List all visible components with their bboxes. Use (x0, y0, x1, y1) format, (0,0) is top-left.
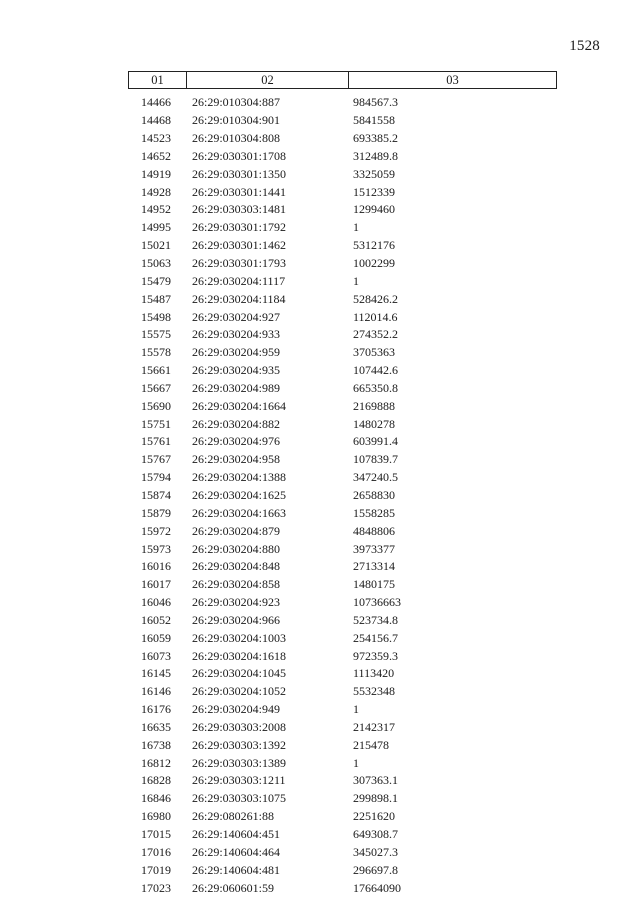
table-cell-number: 16738 (141, 737, 171, 752)
table-cell-number: 16073 (141, 648, 171, 663)
table-cell-cadastral-id: 26:29:030204:1117 (192, 273, 286, 288)
page-number: 1528 (569, 38, 600, 54)
table-row (128, 790, 557, 808)
table-row (128, 415, 557, 433)
table-cell-cadastral-id: 26:29:030303:1481 (192, 202, 287, 217)
table-row (128, 558, 557, 576)
table-cell-value: 299898.1 (353, 791, 398, 806)
table-cell-number: 14466 (141, 95, 171, 110)
table-cell-number: 15667 (141, 380, 171, 395)
table-cell-cadastral-id: 26:29:030204:1045 (192, 666, 287, 681)
table-cell-cadastral-id: 26:29:030204:1625 (192, 487, 287, 502)
table-cell-value: 2142317 (353, 719, 395, 734)
table-cell-value: 2658830 (353, 487, 395, 502)
table-row (128, 112, 557, 130)
table-cell-cadastral-id: 26:29:060601:59 (192, 880, 275, 895)
table-cell-cadastral-id: 26:29:030204:879 (192, 523, 281, 538)
table-cell-value: 347240.5 (353, 470, 398, 485)
table-cell-value: 665350.8 (353, 380, 398, 395)
table-cell-cadastral-id: 26:29:010304:901 (192, 113, 281, 128)
table-cell-cadastral-id: 26:29:030204:848 (192, 559, 281, 574)
table-row (128, 843, 557, 861)
table-cell-value: 972359.3 (353, 648, 398, 663)
table-cell-number: 17015 (141, 827, 171, 842)
table-cell-cadastral-id: 26:29:030204:949 (192, 702, 281, 717)
table-cell-value: 1113420 (353, 666, 395, 681)
table-cell-number: 16980 (141, 809, 171, 824)
table-cell-value: 107442.6 (353, 363, 398, 378)
table-cell-number: 16828 (141, 773, 171, 788)
table-cell-value: 107839.7 (353, 452, 398, 467)
table-cell-number: 16016 (141, 559, 171, 574)
table-row (128, 469, 557, 487)
table-cell-value: 312489.8 (353, 148, 398, 163)
table-cell-value: 1 (353, 273, 359, 288)
table-cell-number: 15879 (141, 505, 171, 520)
table-cell-number: 15498 (141, 309, 171, 324)
table-row (128, 594, 557, 612)
table-row (128, 380, 557, 398)
table-row (128, 826, 557, 844)
table-cell-value: 1480278 (353, 416, 395, 431)
table-cell-cadastral-id: 26:29:010304:808 (192, 131, 281, 146)
table-cell-number: 15578 (141, 345, 171, 360)
table-cell-value: 10736663 (353, 595, 401, 610)
table-row (128, 647, 557, 665)
table-cell-number: 15063 (141, 256, 171, 271)
table-row (128, 165, 557, 183)
table-row (128, 397, 557, 415)
table-cell-value: 2251620 (353, 809, 395, 824)
table-cell-number: 16046 (141, 595, 171, 610)
table-cell-number: 16846 (141, 791, 171, 806)
table-cell-number: 15973 (141, 541, 171, 556)
table-cell-value: 254156.7 (353, 630, 398, 645)
table-row (128, 719, 557, 737)
table-cell-cadastral-id: 26:29:030204:923 (192, 595, 281, 610)
table-cell-value: 345027.3 (353, 844, 398, 859)
table-cell-number: 16812 (141, 755, 171, 770)
table-row (128, 772, 557, 790)
table-cell-cadastral-id: 26:29:030204:1052 (192, 684, 287, 699)
table-row (128, 255, 557, 273)
table-cell-number: 15751 (141, 416, 171, 431)
table-cell-value: 17664090 (353, 880, 401, 895)
table-cell-cadastral-id: 26:29:030301:1792 (192, 220, 287, 235)
table-row (128, 701, 557, 719)
table-cell-value: 693385.2 (353, 131, 398, 146)
table-cell-value: 603991.4 (353, 434, 398, 449)
table-cell-cadastral-id: 26:29:030204:858 (192, 577, 281, 592)
table-cell-value: 1 (353, 220, 359, 235)
table-cell-number: 17016 (141, 844, 171, 859)
table-row (128, 237, 557, 255)
table-cell-value: 1480175 (353, 577, 395, 592)
table-row (128, 290, 557, 308)
table-cell-value: 1002299 (353, 256, 395, 271)
table-cell-cadastral-id: 26:29:030204:1664 (192, 398, 287, 413)
table-cell-value: 2713314 (353, 559, 395, 574)
table-cell-value: 5841558 (353, 113, 395, 128)
table-cell-cadastral-id: 26:29:030303:1075 (192, 791, 287, 806)
table-cell-cadastral-id: 26:29:030303:2008 (192, 719, 287, 734)
table-cell-value: 1 (353, 755, 359, 770)
table-cell-value: 296697.8 (353, 862, 398, 877)
table-cell-cadastral-id: 26:29:030301:1708 (192, 148, 287, 163)
table-row (128, 130, 557, 148)
table-cell-value: 3325059 (353, 166, 395, 181)
table-cell-cadastral-id: 26:29:030204:958 (192, 452, 281, 467)
table-row (128, 362, 557, 380)
table-cell-number: 15487 (141, 291, 171, 306)
column-header-01: 01 (129, 72, 187, 88)
table-row (128, 148, 557, 166)
table-cell-number: 16017 (141, 577, 171, 592)
table-cell-value: 215478 (353, 737, 389, 752)
table-cell-cadastral-id: 26:29:030204:1663 (192, 505, 287, 520)
table-cell-number: 14652 (141, 148, 171, 163)
table-cell-cadastral-id: 26:29:030204:1618 (192, 648, 287, 663)
table-row (128, 308, 557, 326)
table-cell-number: 16052 (141, 612, 171, 627)
table-cell-number: 16059 (141, 630, 171, 645)
table-cell-cadastral-id: 26:29:140604:481 (192, 862, 281, 877)
table-cell-cadastral-id: 26:29:030303:1392 (192, 737, 287, 752)
table-cell-number: 14523 (141, 131, 171, 146)
table-cell-cadastral-id: 26:29:030303:1389 (192, 755, 287, 770)
table-row (128, 736, 557, 754)
table-body (128, 94, 557, 897)
table-row (128, 272, 557, 290)
table-cell-cadastral-id: 26:29:030204:882 (192, 416, 281, 431)
table-cell-value: 523734.8 (353, 612, 398, 627)
table-cell-cadastral-id: 26:29:030301:1462 (192, 238, 287, 253)
table-cell-value: 528426.2 (353, 291, 398, 306)
table-cell-cadastral-id: 26:29:030301:1441 (192, 184, 287, 199)
table-cell-number: 14995 (141, 220, 171, 235)
table-cell-value: 307363.1 (353, 773, 398, 788)
table-cell-number: 15767 (141, 452, 171, 467)
table-row (128, 487, 557, 505)
table-cell-number: 15690 (141, 398, 171, 413)
table-cell-value: 112014.6 (353, 309, 398, 324)
table-cell-value: 5312176 (353, 238, 395, 253)
table-row (128, 344, 557, 362)
table-cell-value: 1512339 (353, 184, 395, 199)
table-row (128, 433, 557, 451)
table-cell-number: 15479 (141, 273, 171, 288)
table-row (128, 451, 557, 469)
table-row (128, 808, 557, 826)
table-cell-cadastral-id: 26:29:030204:976 (192, 434, 281, 449)
table-row (128, 219, 557, 237)
table-cell-value: 1 (353, 702, 359, 717)
table-cell-cadastral-id: 26:29:030204:935 (192, 363, 281, 378)
table-row (128, 576, 557, 594)
table-cell-value: 4848806 (353, 523, 395, 538)
table-row (128, 94, 557, 112)
table-cell-number: 15761 (141, 434, 171, 449)
table-row (128, 879, 557, 897)
table-cell-cadastral-id: 26:29:080261:88 (192, 809, 275, 824)
table-row (128, 754, 557, 772)
table-cell-number: 15021 (141, 238, 171, 253)
table-cell-value: 2169888 (353, 398, 395, 413)
table-cell-number: 16635 (141, 719, 171, 734)
table-cell-cadastral-id: 26:29:140604:464 (192, 844, 281, 859)
table-row (128, 326, 557, 344)
table-cell-value: 984567.3 (353, 95, 398, 110)
table-cell-value: 5532348 (353, 684, 395, 699)
table-cell-value: 649308.7 (353, 827, 398, 842)
table-cell-cadastral-id: 26:29:030204:1388 (192, 470, 287, 485)
table-row (128, 504, 557, 522)
table-row (128, 683, 557, 701)
table-cell-number: 15874 (141, 487, 171, 502)
table-cell-number: 17023 (141, 880, 171, 895)
table-cell-cadastral-id: 26:29:140604:451 (192, 827, 281, 842)
table-cell-number: 16176 (141, 702, 171, 717)
table-cell-number: 14952 (141, 202, 171, 217)
table-row (128, 183, 557, 201)
table-cell-number: 14468 (141, 113, 171, 128)
column-header-02: 02 (187, 72, 349, 88)
table-cell-cadastral-id: 26:29:030204:1184 (192, 291, 286, 306)
table-cell-value: 274352.2 (353, 327, 398, 342)
table-cell-cadastral-id: 26:29:030204:927 (192, 309, 281, 324)
column-header-03: 03 (446, 73, 459, 87)
table-row (128, 611, 557, 629)
table-cell-cadastral-id: 26:29:030204:933 (192, 327, 281, 342)
table-cell-number: 14919 (141, 166, 171, 181)
table-cell-cadastral-id: 26:29:030301:1350 (192, 166, 287, 181)
table-row (128, 201, 557, 219)
table-cell-cadastral-id: 26:29:030204:989 (192, 380, 281, 395)
table-cell-number: 15794 (141, 470, 171, 485)
table-cell-value: 1299460 (353, 202, 395, 217)
table-cell-cadastral-id: 26:29:030204:1003 (192, 630, 287, 645)
table-cell-number: 15661 (141, 363, 171, 378)
table-row (128, 522, 557, 540)
table-cell-cadastral-id: 26:29:030204:959 (192, 345, 281, 360)
table-cell-value: 3705363 (353, 345, 395, 360)
table-row (128, 665, 557, 683)
table-cell-cadastral-id: 26:29:030204:966 (192, 612, 281, 627)
table-cell-cadastral-id: 26:29:030301:1793 (192, 256, 287, 271)
table-row (128, 861, 557, 879)
table-cell-number: 14928 (141, 184, 171, 199)
table-cell-number: 16145 (141, 666, 171, 681)
table-row (128, 540, 557, 558)
table-cell-cadastral-id: 26:29:030303:1211 (192, 773, 286, 788)
table-header (128, 71, 557, 89)
table-cell-number: 17019 (141, 862, 171, 877)
table-cell-cadastral-id: 26:29:010304:887 (192, 95, 281, 110)
table-cell-number: 15972 (141, 523, 171, 538)
table-row (128, 629, 557, 647)
table-cell-number: 16146 (141, 684, 171, 699)
table-cell-value: 3973377 (353, 541, 395, 556)
table-cell-number: 15575 (141, 327, 171, 342)
table-cell-cadastral-id: 26:29:030204:880 (192, 541, 281, 556)
table-cell-value: 1558285 (353, 505, 395, 520)
